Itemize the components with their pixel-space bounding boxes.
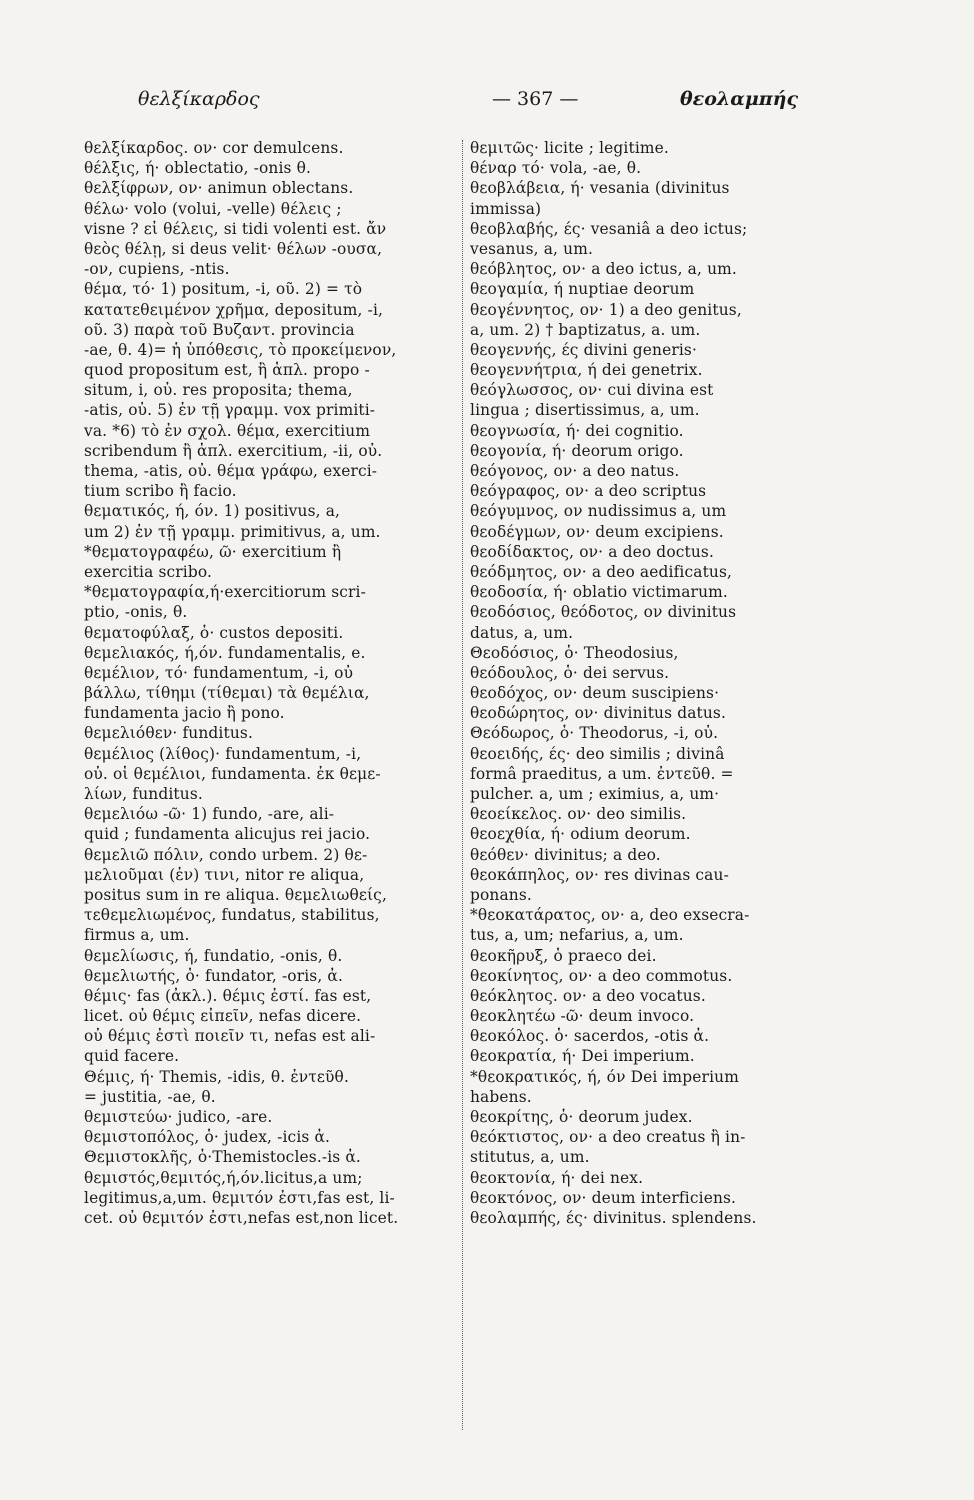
entry-line: Θεοδόσιος, ὁ· Theodosius, [470, 643, 679, 662]
entry-line: = justitia, -ae, θ. [84, 1087, 216, 1106]
entry-line: θεογεννήτρια, ή dei genetrix. [470, 361, 703, 380]
entry-line: θεὸς θέλῃ, si deus velit· θέλων -ουσα, [84, 239, 383, 258]
entry-line: exercitia scribo. [84, 562, 213, 581]
entry-line: λίων, funditus. [84, 785, 203, 803]
entry-line: οὐ θέμις ἐστὶ ποιεῖν τι, nefas est ali- [84, 1027, 376, 1046]
entry-line: θεόκλητος. ον· a deo vocatus. [470, 986, 706, 1005]
entry-line: tium scribo ἢ facio. [84, 482, 237, 501]
entry-line: θεόβλητος, ον· a deo ictus, a, um. [470, 260, 737, 279]
right-column [470, 138, 852, 1228]
entry-line: θεογεννής, ές divini generis· [470, 340, 698, 359]
entry-line: θεμελιόω -ῶ· 1) fundo, -are, ali- [84, 805, 335, 824]
entry-line: θεοκτόνος, ον· deum interficiens. [470, 1188, 737, 1207]
entry-line: θεοκλητέω -ῶ· deum invoco. [470, 1007, 695, 1026]
entry-line: firmus a, um. [84, 926, 190, 945]
entry-line: μελιοῦμαι (ἐν) τινι, nitor re aliqua, [84, 865, 365, 884]
entry-line: ponans. [470, 885, 532, 904]
entry-line: quid ; fundamenta alicujus rei jacio. [84, 825, 371, 844]
entry-line: lingua ; disertissimus, a, um. [470, 401, 700, 420]
page-number: — 367 — [492, 88, 579, 110]
entry-line: vesanus, a, um. [470, 239, 593, 258]
entry-line: θεοκρατία, ή· Dei imperium. [470, 1047, 695, 1066]
entry-line: datus, a, um. [470, 623, 574, 642]
entry-line: situm, i, οὐ. res proposita; thema, [84, 381, 353, 400]
entry-line: βάλλω, τίθημι (τίθεμαι) τὰ θεμέλια, [84, 684, 370, 703]
entry-line: θεμέλιον, τό· fundamentum, -i, οὐ [84, 663, 354, 682]
entry-line: θεοειδής, ές· deo similis ; divinâ [470, 744, 725, 763]
entry-line: θεογνωσία, ή· dei cognitio. [470, 421, 684, 440]
entry-line: -ae, θ. 4)= ἡ ὑπόθεσις, τὸ προκείμενον, [84, 340, 397, 359]
entry-line: θεοβλάβεια, ή· vesania (divinitus [470, 179, 730, 198]
page-header [90, 88, 890, 118]
entry-line: *θεοκρατικός, ή, όν Dei imperium [470, 1067, 739, 1086]
entry-line: θεόδμητος, ον· a deo aedificatus, [470, 562, 733, 581]
entry-line: θεόκτιστος, ον· a deo creatus ἢ in- [470, 1128, 746, 1147]
entry-line: licet. οὐ θέμις εἰπεῖν, nefas dicere. [84, 1007, 362, 1026]
entry-line: θεοεχθία, ή· odium deorum. [470, 825, 691, 844]
entry-line: thema, -atis, οὐ. θέμα γράφω, exerci- [84, 462, 378, 480]
entry-line: κατατεθειμένον χρῆμα, depositum, -i, [84, 300, 384, 319]
entry-line: um 2) ἐν τῇ γραμμ. primitivus, a, um. [84, 522, 381, 541]
entry-line: θεμιστός,θεμιτός,ή,όν.licitus,a um; [84, 1168, 363, 1187]
entry-line: θεμελιωτής, ὁ· fundator, -oris, ἀ. [84, 966, 344, 985]
entry-line: Θέμις, ή· Themis, -idis, θ. ἐντεῦθ. [84, 1067, 350, 1086]
entry-line: θεοκτονία, ή· dei nex. [470, 1168, 644, 1187]
entry-line: οὐ. οἱ θεμέλιοι, fundamenta. ἐκ θεμε- [84, 764, 381, 783]
entry-line: θέμα, τό· 1) positum, -i, οῦ. 2) = τὸ [84, 280, 363, 299]
entry-line: τεθεμελιωμένος, fundatus, stabilitus, [84, 906, 380, 925]
entry-line: θεόδουλος, ὁ· dei servus. [470, 663, 670, 682]
entry-line: a, um. 2) † baptizatus, a. um. [470, 320, 701, 339]
entry-line: θεόγυμνος, ον nudissimus a, um [470, 502, 727, 521]
entry-line: θελξίφρων, ον· animun oblectans. [84, 179, 354, 198]
entry-line: ptio, -onis, θ. [84, 603, 188, 622]
entry-line: θεοδόσιος, θεόδοτος, ον divinitus [470, 603, 737, 622]
entry-line: habens. [470, 1087, 532, 1106]
entry-line: *θεματογραφία,ή·exercitiorum scri- [84, 583, 366, 602]
entry-line: θέμις· fas (ἀκλ.). θέμις ἐστί. fas est, [84, 986, 372, 1005]
left-column [84, 138, 456, 1228]
entry-line: -ον, cupiens, -ntis. [84, 260, 230, 279]
column-divider [462, 140, 463, 1430]
entry-line: οῦ. 3) παρὰ τοῦ Βυζαντ. provincia [84, 320, 355, 339]
entry-line: θεμιστεύω· judico, -are. [84, 1108, 273, 1126]
entry-line: scribendum ἢ ἁπλ. exercitium, -ii, οὐ. [84, 441, 383, 460]
entry-line: θέναρ τό· vola, -ae, θ. [470, 159, 642, 178]
entry-line: quod propositum est, ἢ ἁπλ. propo - [84, 361, 370, 380]
entry-line: tus, a, um; nefarius, a, um. [470, 926, 684, 945]
entry-line: θεογέννητος, ον· 1) a deo genitus, [470, 300, 742, 319]
entry-line: θεμελιόθεν· funditus. [84, 724, 253, 743]
entry-line: positus sum in re aliqua. θεμελιωθείς, [84, 885, 387, 904]
entry-line: θεόγλωσσος, ον· cui divina est [470, 381, 714, 400]
entry-line: fundamenta jacio ἢ pono. [84, 704, 285, 723]
entry-line: visne ? εἰ θέλεις, si tidi volenti est. ἄν [84, 219, 387, 238]
entry-line: θεμελίωσις, ή, fundatio, -onis, θ. [84, 946, 343, 965]
entry-line: -atis, οὐ. 5) ἐν τῇ γραμμ. vox primiti- [84, 401, 376, 420]
entry-line: Θεμιστοκλῆς, ὁ·Themistocles.-is ἀ. [84, 1148, 361, 1167]
entry-line: θεοκῆρυξ, ὁ praeco dei. [470, 946, 657, 965]
entry-line: θεοδώρητος, ον· divinitus datus. [470, 704, 727, 723]
entry-line: θεοκρίτης, ὁ· deorum judex. [470, 1108, 693, 1126]
entry-line: θεμέλιος (λίθος)· fundamentum, -i, [84, 744, 362, 763]
entry-line: θεοβλαβής, ές· vesaniâ a deo ictus; [470, 219, 748, 238]
header-right-guide-word: θεολαμπής [680, 88, 799, 110]
entry-line: pulcher. a, um ; eximius, a, um· [470, 785, 720, 803]
entry-line: *θεματογραφέω, ῶ· exercitium ἢ [84, 542, 342, 561]
entry-line: formâ praeditus, a um. ἐντεῦθ. = [470, 764, 734, 783]
entry-line: θεοδίδακτος, ον· a deo doctus. [470, 542, 714, 561]
entry-line: θεολαμπής, ές· divinitus. splendens. [470, 1208, 757, 1227]
entry-line: θεοείκελος. ον· deo similis. [470, 805, 687, 824]
entry-line: Θεόδωρος, ὁ· Theodorus, -i, οὐ. [470, 724, 719, 743]
header-left-guide-word: θελξίκαρδος [138, 88, 260, 110]
entry-line: θεμελιῶ πόλιν, condo urbem. 2) θε- [84, 845, 368, 864]
entry-line: cet. οὐ θεμιτόν ἐστι,nefas est,non licet. [84, 1208, 399, 1227]
entry-line: θελξίκαρδος. ον· cor demulcens. [84, 139, 344, 157]
entry-line: immissa) [470, 199, 542, 218]
entry-line: θεογονία, ή· deorum origo. [470, 441, 684, 460]
entry-line: va. *6) τὸ ἐν σχολ. θέμα, exercitium [84, 421, 371, 440]
entry-line: θεοδέγμων, ον· deum excipiens. [470, 522, 724, 541]
entry-line: θεοκίνητος, ον· a deo commotus. [470, 966, 733, 985]
entry-line: θέλξις, ή· oblectatio, -onis θ. [84, 159, 312, 178]
entry-line: θεοκόλος. ὁ· sacerdos, -otis ἀ. [470, 1027, 710, 1046]
entry-line: θεόγραφος, ον· a deo scriptus [470, 482, 707, 501]
entry-line: θεματικός, ή, όν. 1) positivus, a, [84, 502, 341, 521]
entry-line: θεοδοσία, ή· oblatio victimarum. [470, 583, 728, 602]
entry-line: θεοδόχος, ον· deum suscipiens· [470, 684, 720, 703]
entry-line: quid facere. [84, 1047, 180, 1066]
entry-line: θεμιστοπόλος, ὁ· judex, -icis ἀ. [84, 1128, 331, 1147]
entry-line: *θεοκατάρατος, ον· a, deo exsecra- [470, 906, 750, 925]
entry-line: θέλω· volo (volui, -velle) θέλεις ; [84, 199, 342, 218]
entry-line: θεοκάπηλος, ον· res divinas cau- [470, 865, 729, 884]
entry-line: θεόθεν· divinitus; a deo. [470, 845, 661, 864]
entry-line: θεμελιακός, ή,όν. fundamentalis, e. [84, 643, 366, 662]
entry-line: θεμιτῶς· licite ; legitime. [470, 139, 669, 157]
entry-line: stitutus, a, um. [470, 1148, 590, 1167]
entry-line: θεματοφύλαξ, ὁ· custos depositi. [84, 623, 344, 642]
entry-line: legitimus,a,um. θεμιτόν ἐστι,fas est, li- [84, 1188, 395, 1207]
entry-line: θεογαμία, ή nuptiae deorum [470, 280, 695, 299]
entry-line: θεόγονος, ον· a deo natus. [470, 462, 680, 480]
